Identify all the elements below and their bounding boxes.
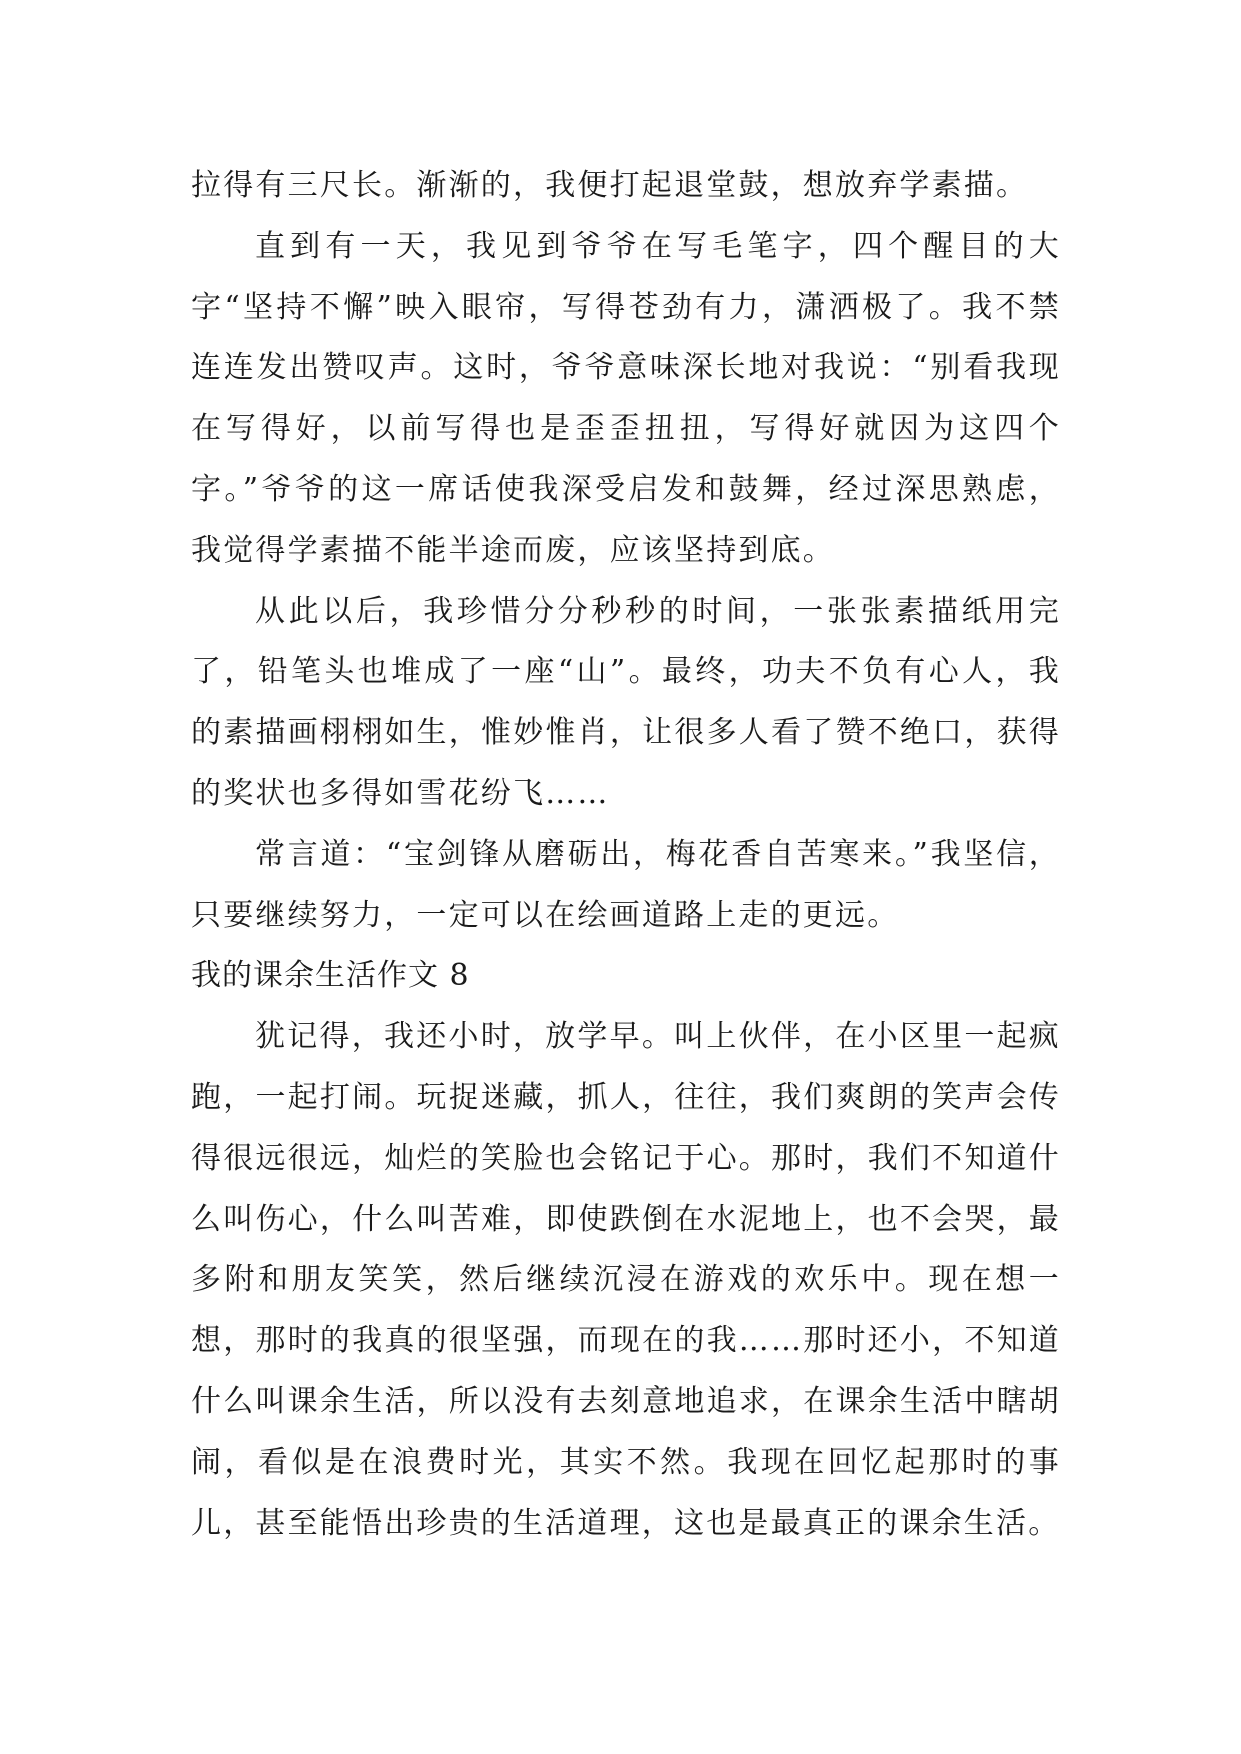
paragraph-childhood-memories: 犹记得，我还小时，放学早。叫上伙伴，在小区里一起疯跑，一起打闹。玩捉迷藏，抓人，往往，我们爽朗的笑声会传得很远很远，灿烂的笑脸也会铭记于心。那时，我们不知道什么叫伤心，什么叫苦难，即使跌倒在水泥地上，也不会哭，最多附和朋友笑笑，然后继续沉浸在游戏的欢乐中。现在想一想，那时的我真的很坚强，而现在的我……那时还小，不知道什么叫课余生活，所以没有去刻意地追求，在课余生活中瞎胡闹，看似是在浪费时光，其实不然。我现在回忆起那时的事儿，甚至能悟出珍贵的生活道理，这也是最真正的课余生活。 [191, 1019, 1061, 1541]
paragraph-continuation: 拉得有三尺长。渐渐的，我便打起退堂鼓，想放弃学素描。 [191, 168, 1029, 203]
paragraph-grandfather-calligraphy: 直到有一天，我见到爷爷在写毛笔字，四个醒目的大字“坚持不懈”映入眼帘，写得苍劲有力，潇洒极了。我不禁连连发出赞叹声。这时，爷爷意味深长地对我说：“别看我现在写得好，以前写得也是歪歪扭扭，写得好就因为这四个字。”爷爷的这一席话使我深受启发和鼓舞，经过深思熟虑，我觉得学素描不能半途而废，应该坚持到底。 [191, 228, 1061, 568]
essay-heading: 我的课余生活作文 8 [191, 958, 470, 994]
paragraph-practice-results: 从此以后，我珍惜分分秒秒的时间，一张张素描纸用完了，铅笔头也堆成了一座“山”。最终，功夫不负有心人，我的素描画栩栩如生，惟妙惟肖，让很多人看了赞不绝口，获得的奖状也多得如雪花纷飞…… [191, 593, 1061, 811]
document-body [191, 156, 1061, 1554]
paragraph-proverb-conclusion: 常言道：“宝剑锋从磨砺出，梅花香自苦寒来。”我坚信，只要继续努力，一定可以在绘画道路上走的更远。 [191, 836, 1061, 933]
